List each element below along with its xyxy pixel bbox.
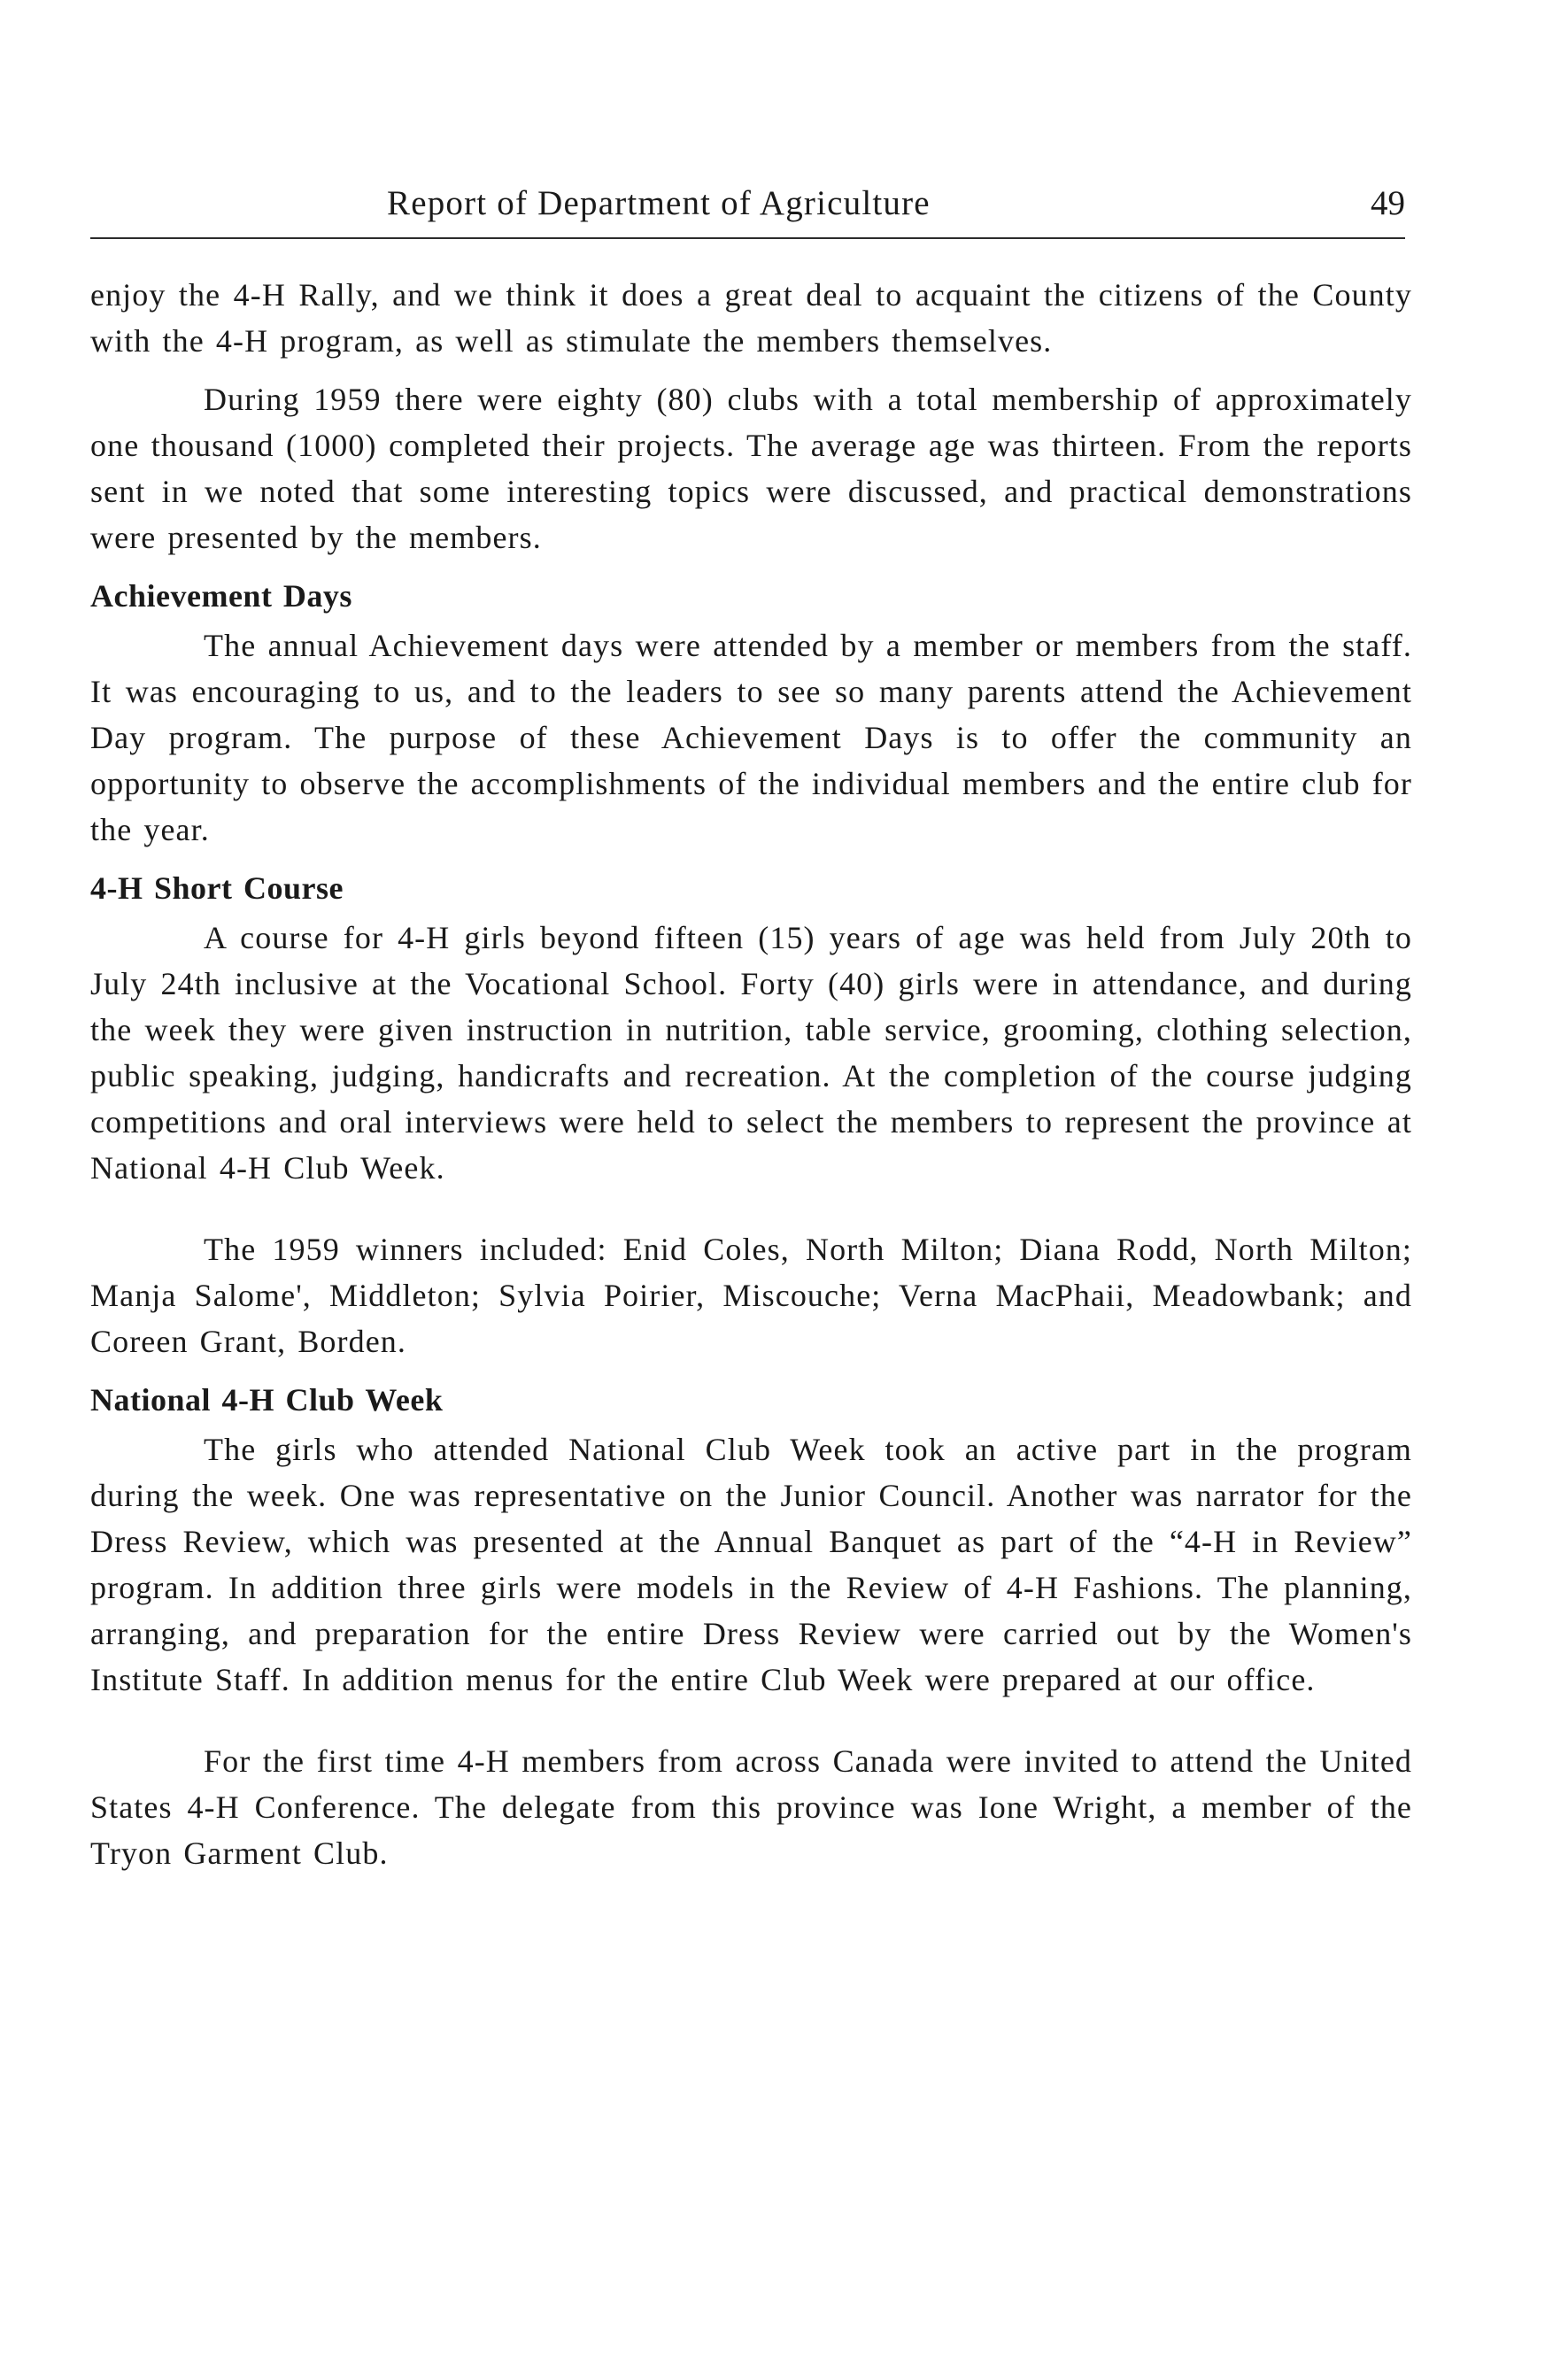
running-header: [90, 183, 1405, 238]
page-body: [90, 272, 1412, 1889]
heading-short-course: 4-H Short Course: [90, 870, 344, 906]
paragraph-us-conference: For the first time 4-H members from across Canada were invited to attend the United States 4-H Conference. The delegate from this province was Ione Wright, a member of the Tryon Garment Club.: [90, 1743, 1412, 1871]
paragraph-national-club-week: The girls who attended National Club Week took an active part in the program during the week. One was representative on the Junior Council. Another was narrator for the Dress Review, which was presented at the Annual Banquet as part of the “4-H in Review” program. In addition three girls were models in the Review of 4-H Fashions. The planning, arranging, and preparation for the entire Dress Review were carried out by the Women's Institute Staff. In addition menus for the entire Club Week were prepared at our office.: [90, 1432, 1412, 1697]
paragraph-short-course: A course for 4-H girls beyond fifteen (15) years of age was held from July 20th to July 24th inclusive at the Vocational School. Forty (40) girls were in attendance, and during the week they were given instruction in nutrition, table service, grooming, clothing selection, public speaking, judging, handicrafts and recreation. At the completion of the course judging competitions and oral interviews were held to select the members to represent the province at National 4-H Club Week.: [90, 920, 1412, 1186]
paragraph-achievement-days: The annual Achievement days were attended by a member or members from the staff. It was encouraging to us, and to the leaders to see so many parents attend the Achievement Day program. The purpose of these Achievement Days is to offer the community an opportunity to observe the accomplishments of the individual members and the entire club for the year.: [90, 628, 1412, 847]
paragraph-winners: The 1959 winners included: Enid Coles, North Milton; Diana Rodd, North Milton; Manja Salome', Middleton; Sylvia Poirier, Miscouche; Verna MacPhaii, Meadowbank; and Coreen Grant, Borden.: [90, 1232, 1412, 1359]
page-number: 49: [1371, 184, 1405, 222]
heading-achievement-days: Achievement Days: [90, 578, 352, 614]
paragraph-membership: During 1959 there were eighty (80) clubs with a total membership of approximately one thousand (1000) completed their projects. The average age was thirteen. From the reports sent in we noted that some interesting topics were discussed, and practical demonstrations were presented by the members.: [90, 382, 1412, 555]
header-divider: [90, 237, 1405, 239]
paragraph-rally-continued: enjoy the 4-H Rally, and we think it does a great deal to acquaint the citizens of the County with the 4-H program, as well as stimulate the members themselves.: [90, 277, 1412, 359]
heading-national-club-week: National 4-H Club Week: [90, 1382, 444, 1418]
running-header-title: Report of Department of Agriculture: [387, 184, 931, 222]
